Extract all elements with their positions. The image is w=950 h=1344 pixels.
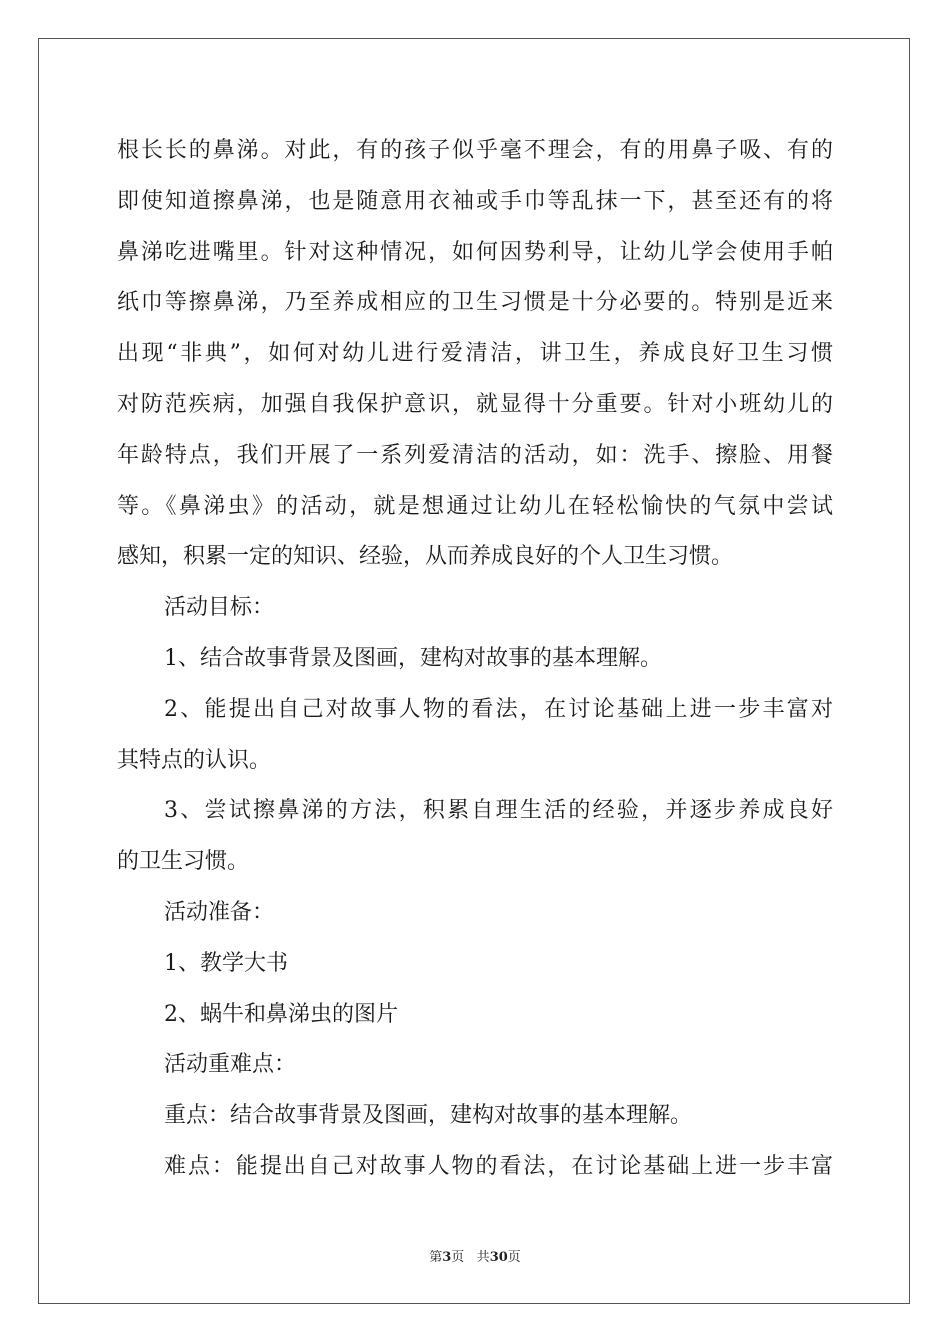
- total-label-prefix: 共: [476, 1250, 490, 1265]
- text-line: 年龄特点，我们开展了一系列爱清洁的活动，如：洗手、擦脸、用餐: [117, 442, 833, 468]
- text-line: 其特点的认识。: [117, 747, 272, 773]
- text-line: 等。《鼻涕虫》的活动，就是想通过让幼儿在轻松愉快的气氛中尝试: [117, 493, 833, 519]
- text-line: 难点：能提出自己对故事人物的看法，在讨论基础上进一步丰富: [164, 1153, 833, 1179]
- page-label-prefix: 第: [429, 1250, 443, 1265]
- page-footer: [0, 1246, 950, 1265]
- text-line: 重点：结合故事背景及图画，建构对故事的基本理解。: [164, 1103, 693, 1129]
- text-line: 活动准备：: [164, 899, 275, 925]
- current-page-number: 3: [442, 1250, 452, 1265]
- total-page-number: 30: [489, 1250, 508, 1265]
- text-line: 2、蜗牛和鼻涕虫的图片: [164, 1001, 398, 1027]
- document-body: [117, 126, 833, 1193]
- total-label-suffix: 页: [507, 1250, 521, 1265]
- text-line: 的卫生习惯。: [117, 849, 250, 875]
- text-line: 1、教学大书: [164, 950, 288, 976]
- text-line: 对防范疾病，加强自我保护意识，就显得十分重要。针对小班幼儿的: [117, 391, 833, 417]
- text-line: 活动重难点：: [164, 1052, 297, 1078]
- text-line: 1、结合故事背景及图画，建构对故事的基本理解。: [164, 645, 662, 671]
- text-line: 鼻涕吃进嘴里。针对这种情况，如何因势利导，让幼儿学会使用手帕: [117, 239, 833, 265]
- page-label-suffix: 页: [451, 1250, 465, 1265]
- text-line: 2、能提出自己对故事人物的看法，在讨论基础上进一步丰富对: [164, 696, 833, 722]
- text-line: 活动目标：: [164, 595, 275, 621]
- text-line: 3、尝试擦鼻涕的方法，积累自理生活的经验，并逐步养成良好: [164, 798, 833, 824]
- text-line: 出现“非典”，如何对幼儿进行爱清洁，讲卫生，养成良好卫生习惯: [117, 341, 833, 367]
- text-line: 纸巾等擦鼻涕，乃至养成相应的卫生习惯是十分必要的。特别是近来: [117, 290, 833, 316]
- text-line: 即使知道擦鼻涕，也是随意用衣袖或手巾等乱抹一下，甚至还有的将: [117, 188, 833, 214]
- text-line: 根长长的鼻涕。对此，有的孩子似乎毫不理会，有的用鼻子吸、有的: [117, 138, 833, 163]
- text-line: 感知，积累一定的知识、经验，从而养成良好的个人卫生习惯。: [117, 544, 734, 570]
